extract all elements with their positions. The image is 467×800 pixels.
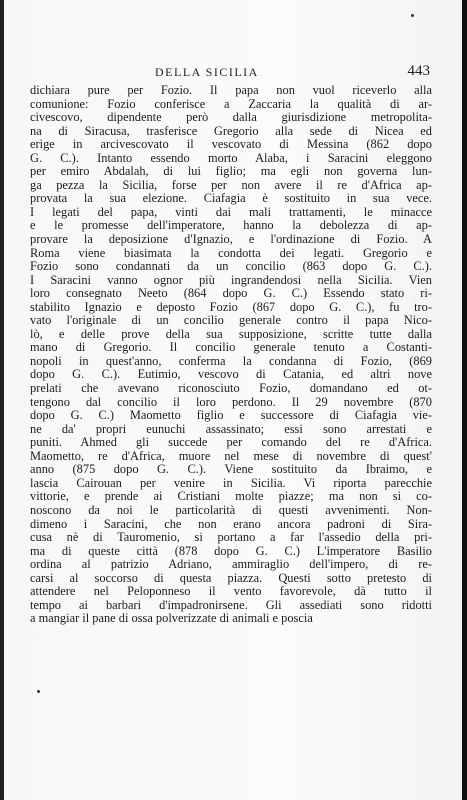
text-line: tempo ai barbari d'impadronirsene. Gli assediati sono ridotti [30, 597, 432, 612]
page-number: 443 [407, 63, 430, 79]
scan-left-edge [0, 0, 4, 800]
text-line: anno (875 dopo G. C.). Viene sostituito da Ibraimo, e [30, 462, 432, 477]
text-line: dimeno i Saracini, che non erano ancora padroni di Sira- [30, 516, 432, 531]
text-body [30, 84, 432, 626]
text-line: dopo G. C.) Maometto figlio e successore di Ciafagia vie- [30, 408, 432, 423]
text-line: provare la deposizione d'Ignazio, e l'ordinazione di Fozio. A [30, 232, 432, 247]
text-line: lò, e delle prove della sua supposizione, scritte tutte dalla [30, 326, 432, 341]
text-line: vato l'originale di un concilio generale contro il papa Nico- [30, 313, 432, 328]
text-line: ne da' propri eunuchi assassinato; essi sono arrestati e [30, 421, 432, 436]
text-line: na di Siracusa, trasferisce Gregorio alla sede di Nicea ed [30, 123, 432, 138]
text-line: stabilito Ignazio e deposto Fozio (867 dopo G. C.), fu tro- [30, 299, 432, 314]
text-line: a mangiar il pane di ossa polverizzate di animali e poscia [30, 611, 313, 626]
text-line: ga pezza la Sicilia, forse per non avere il re d'Africa ap- [30, 177, 432, 192]
text-line: Maometto, re d'Africa, muore nel mese di novembre di quest' [30, 448, 432, 463]
text-line: nopoli in quest'anno, conferma la condanna di Fozio, (869 [30, 353, 432, 368]
text-line: I Saracini vanno ognor più ingrandendosi nella Sicilia. Vien [30, 272, 432, 287]
text-line: erige in arcivescovato il vescovato di Messina (862 dopo [30, 137, 432, 152]
text-line: cusa nè di Tauromenio, si portano a far l'assedio della pri- [30, 530, 432, 545]
text-line: ma di queste città (878 dopo G. C.) L'imperatore Basilio [30, 543, 432, 558]
text-line: dopo G. C.). Eutimio, vescovo di Catania, ed altri nove [30, 367, 432, 382]
text-line: provata la sua elezione. Ciafagia è sostituito in sua vece. [30, 191, 432, 206]
text-line: tengono dal concilio il loro perdono. Il 29 novembre (870 [30, 394, 432, 409]
text-line: prelati che avevano riconosciuto Fozio, domandano ed ot- [30, 381, 432, 396]
scan-speck [37, 690, 40, 693]
text-line: loro consegnato Neeto (864 dopo G. C.) Essendo stato ri- [30, 286, 432, 301]
text-line: Roma viene biasimata la condotta dei legati. Gregorio e [30, 245, 432, 260]
text-line: vittorie, e prende ai Cristiani molte piazze; ma non si co- [30, 489, 432, 504]
scan-speck [411, 14, 414, 17]
text-line: dichiara pure per Fozio. Il papa non vuol riceverlo alla [30, 83, 432, 97]
scan-right-edge [462, 0, 467, 800]
text-line: I legati del papa, vinti dai mali trattamenti, le minacce [30, 204, 432, 219]
text-line: comunione: Fozio conferisce a Zaccaria la qualità di ar- [30, 96, 432, 111]
text-line: carsi al soccorso di questa piazza. Questi sotto pretesto di [30, 570, 432, 585]
running-header [30, 64, 430, 84]
text-line: e le promesse dell'imperatore, hanno la debolezza di ap- [30, 218, 432, 233]
running-title: DELLA SICILIA [155, 65, 259, 79]
text-line: per emiro Abdalah, di lui figlio; ma egli non governa lun- [30, 164, 432, 179]
text-line: puniti. Ahmed gli succede per comando del re d'Africa. [30, 435, 432, 450]
text-line: lascia Cairouan per venire in Sicilia. Vi riporta parecchie [30, 475, 432, 490]
text-line: G. C.). Intanto essendo morto Alaba, i Saracini eleggono [30, 150, 432, 165]
text-line: attendere nel Peloponneso il vento favorevole, dà tutto il [30, 584, 432, 599]
text-line: Fozio sono condannati da un concilio (863 dopo G. C.). [30, 259, 432, 274]
text-line: mano di Gregorio. Il concilio generale tenuto a Costanti- [30, 340, 432, 355]
text-line: civescovo, dipendente però dalla giurisdizione metropolita- [30, 110, 432, 125]
text-line: noscono da noi le particolarità di questi avvenimenti. Non- [30, 502, 432, 517]
text-line: ordina al patrizio Adriano, ammiraglio dell'impero, di re- [30, 557, 432, 572]
